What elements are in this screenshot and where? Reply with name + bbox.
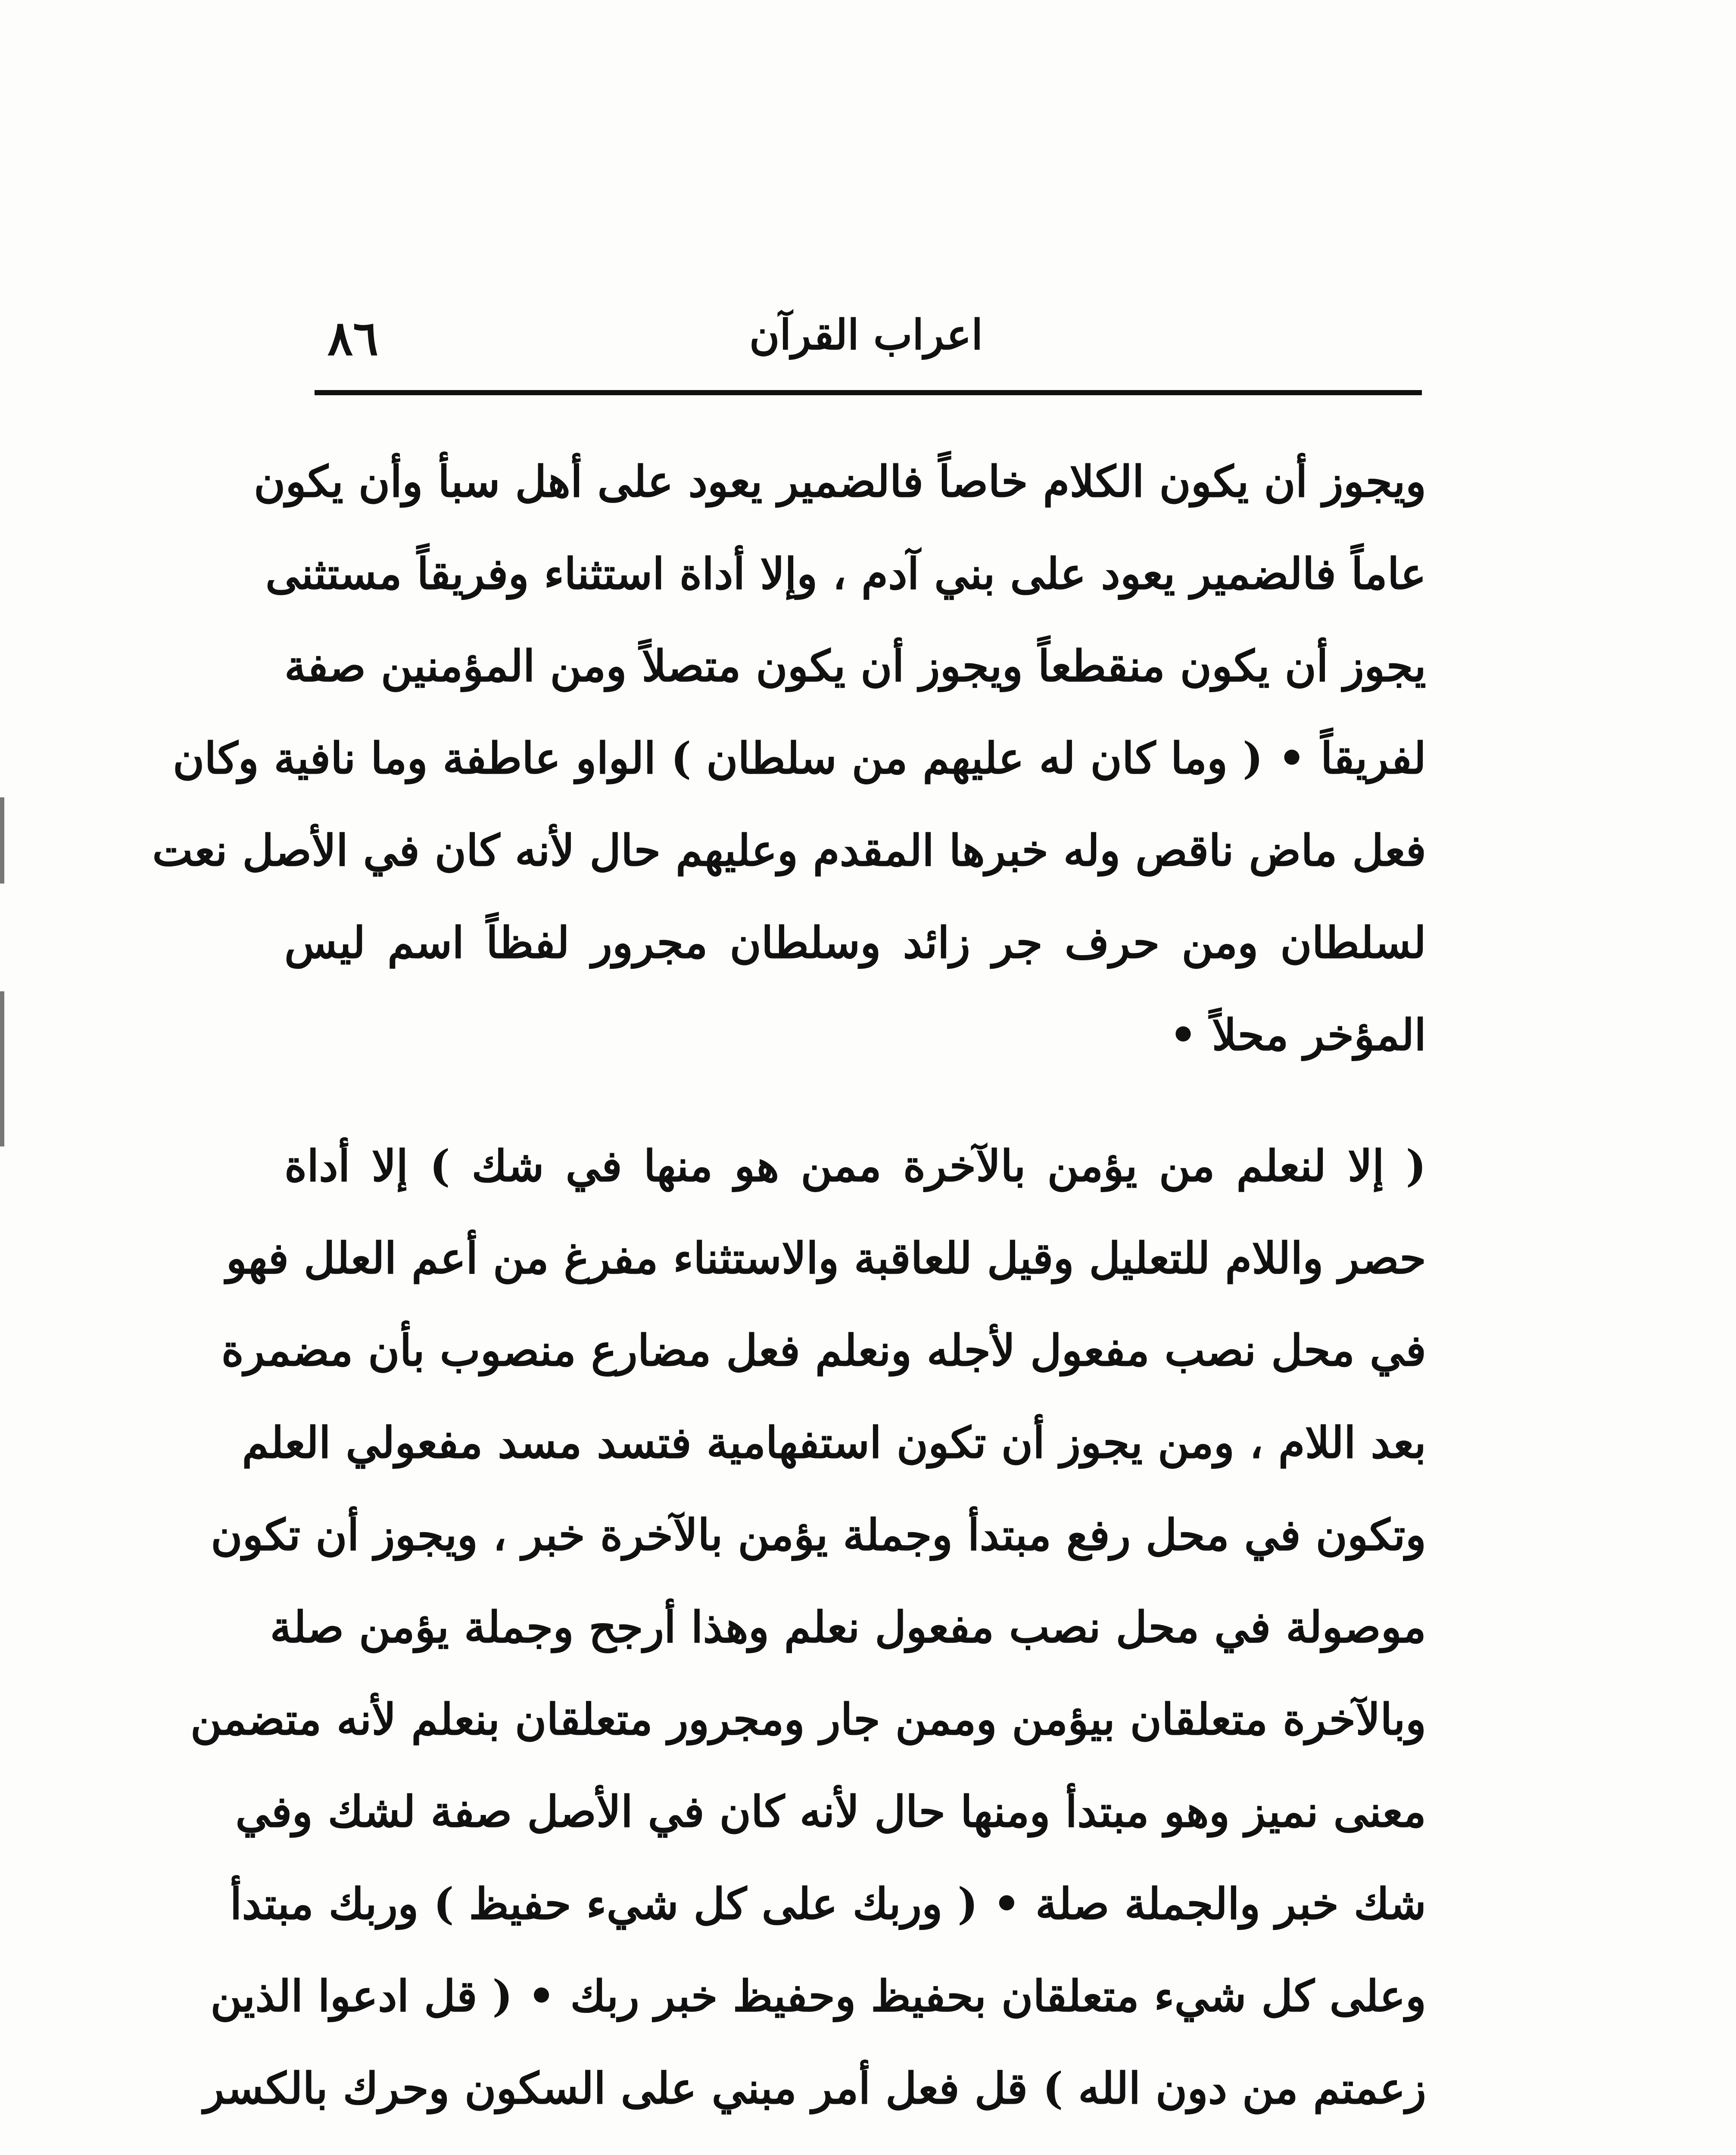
scan-edge-mark [0, 991, 4, 1146]
text-line: ويجوز أن يكون الكلام خاصاً فالضمير يعود على أهل سبأ وأن يكون [253, 456, 1426, 507]
paragraph-1 [152, 435, 1426, 1081]
text-line: ( إلا لنعلم من يؤمن بالآخرة ممن هو منها في شك ) إلا أداة [284, 1140, 1426, 1191]
text-line: وعلى كل شيء متعلقان بحفيظ وحفيظ خبر ربك • ( قل ادعوا الذين [210, 1971, 1426, 2021]
paragraph-gap [284, 1081, 1426, 1120]
text-line: شك خبر والجملة صلة • ( وربك على كل شيء حفيظ ) وربك مبتدأ [230, 1878, 1426, 1929]
text-line: عاماً فالضمير يعود على بني آدم ، وإلا أداة استثناء وفريقاً مستثنى [265, 548, 1426, 599]
header-divider [315, 390, 1422, 395]
text-line: وتكون في محل رفع مبتدأ وجملة يؤمن بالآخرة خبر ، ويجوز أن تكون [211, 1509, 1426, 1560]
text-line: في محل نصب مفعول لأجله ونعلم فعل مضارع منصوب بأن مضمرة [221, 1325, 1426, 1376]
running-title: اعراب القرآن [749, 310, 983, 359]
text-line: يجوز أن يكون منقطعاً ويجوز أن يكون متصلاً ومن المؤمنين صفة [284, 640, 1426, 691]
text-line: بعد اللام ، ومن يجوز أن تكون استفهامية فتسد مسد مفعولي العلم [242, 1417, 1426, 1468]
text-line: فعل ماض ناقص وله خبرها المقدم وعليهم حال لأنه كان في الأصل نعت [152, 825, 1426, 876]
text-line: موصولة في محل نصب مفعول نعلم وهذا أرجح وجملة يؤمن صلة [270, 1602, 1426, 1652]
text-line [284, 2134, 1426, 2155]
text-line: معنى نميز وهو مبتدأ ومنها حال لأنه كان في الأصل صفة لشك وفي [235, 1786, 1426, 1837]
text-line: لفريقاً • ( وما كان له عليهم من سلطان ) الواو عاطفة وما نافية وكان [172, 733, 1426, 784]
text-line: المؤخر محلاً • [1169, 1009, 1426, 1060]
paragraph-2 [190, 1120, 1426, 2155]
body-text [152, 435, 1426, 2155]
text-line: لسلطان ومن حرف جر زائد وسلطان مجرور لفظاً اسم ليس [284, 917, 1426, 968]
scan-edge-mark [0, 797, 4, 884]
text-line: وبالآخرة متعلقان بيؤمن وممن جار ومجرور متعلقان بنعلم لأنه متضمن [190, 1694, 1426, 1745]
text-line: حصر واللام للتعليل وقيل للعاقبة والاستثناء مفرغ من أعم العلل فهو [226, 1233, 1426, 1284]
text-line: زعمتم من دون الله ) قل فعل أمر مبني على السكون وحرك بالكسر [203, 2063, 1426, 2114]
page-number: ٨٦ [327, 310, 379, 366]
page-header [310, 302, 1422, 384]
